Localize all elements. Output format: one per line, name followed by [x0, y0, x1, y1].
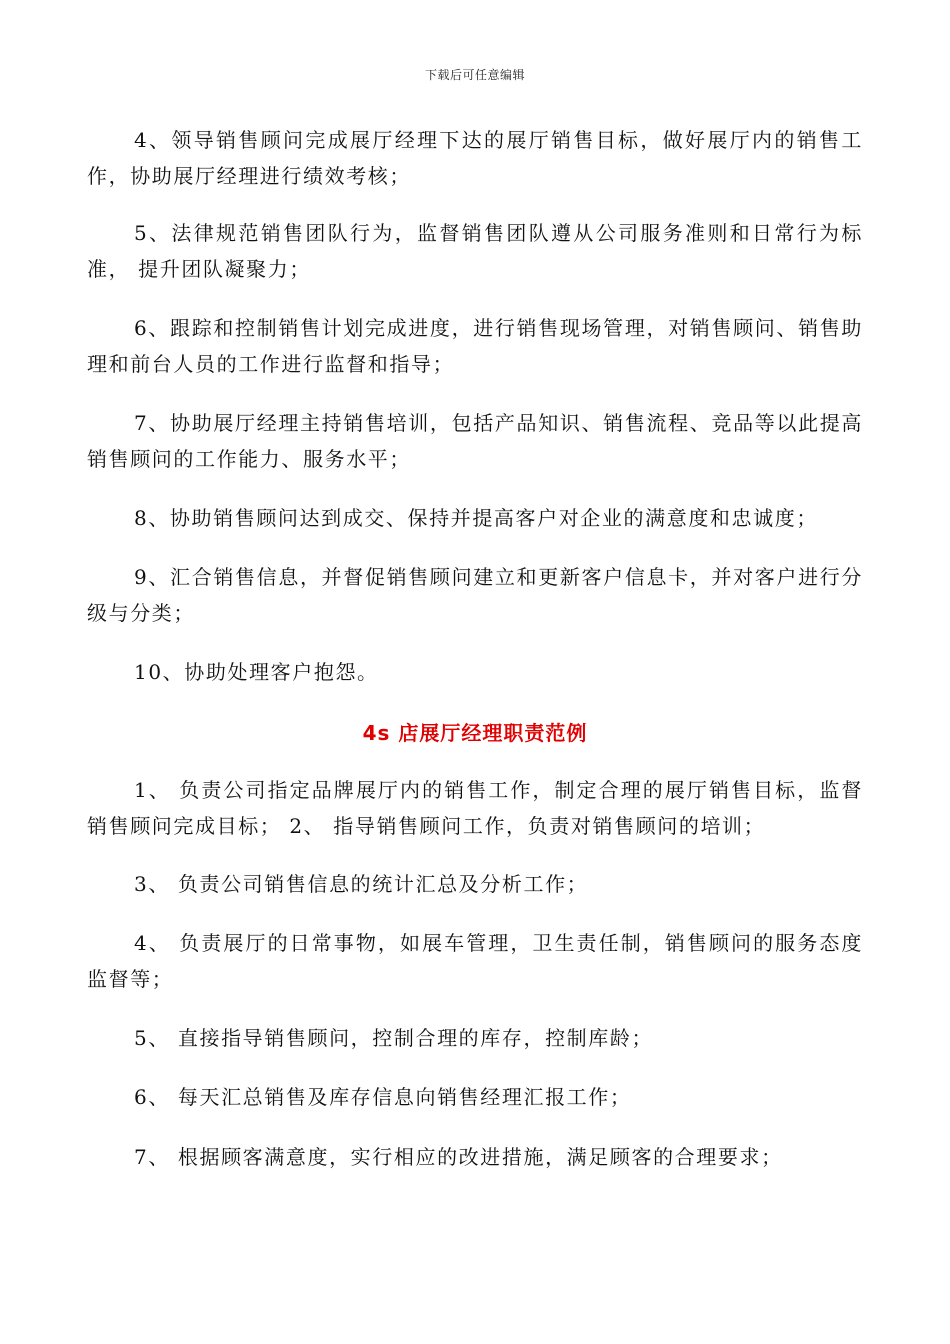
list-item: 1、 负责公司指定品牌展厅内的销售工作，制定合理的展厅销售目标，监督销售顾问完成目标； 2、 指导销售顾问工作，负责对销售顾问的培训；: [87, 778, 863, 838]
list-item: 3、 负责公司销售信息的统计汇总及分析工作；: [134, 872, 589, 896]
list-item: 7、协助展厅经理主持销售培训，包括产品知识、销售流程、竞品等以此提高销售顾问的工作能力、服务水平；: [87, 411, 863, 471]
page-header: 下载后可任意编辑: [424, 68, 525, 82]
list-item: 5、 直接指导销售顾问，控制合理的库存，控制库龄；: [134, 1026, 654, 1050]
list-item: 6、 每天汇总销售及库存信息向销售经理汇报工作；: [134, 1085, 632, 1109]
list-item: 7、 根据顾客满意度，实行相应的改进措施，满足顾客的合理要求；: [134, 1145, 783, 1169]
list-item: 4、 负责展厅的日常事物，如展车管理，卫生责任制，销售顾问的服务态度监督等；: [87, 931, 863, 991]
list-item: 6、跟踪和控制销售计划完成进度，进行销售现场管理，对销售顾问、销售助理和前台人员的工作进行监督和指导；: [87, 316, 863, 376]
list-item: 9、汇合销售信息，并督促销售顾问建立和更新客户信息卡，并对客户进行分级与分类；: [87, 565, 863, 625]
list-item: 4、领导销售顾问完成展厅经理下达的展厅销售目标，做好展厅内的销售工作，协助展厅经理进行绩效考核；: [87, 128, 863, 188]
list-item: 5、法律规范销售团队行为，监督销售团队遵从公司服务准则和日常行为标准， 提升团队凝聚力；: [87, 221, 863, 281]
list-item: 10、协助处理客户抱怨。: [134, 660, 379, 684]
section-title: 4s 店展厅经理职责范例: [362, 721, 588, 745]
list-item: 8、协助销售顾问达到成交、保持并提高客户对企业的满意度和忠诚度；: [134, 506, 818, 530]
